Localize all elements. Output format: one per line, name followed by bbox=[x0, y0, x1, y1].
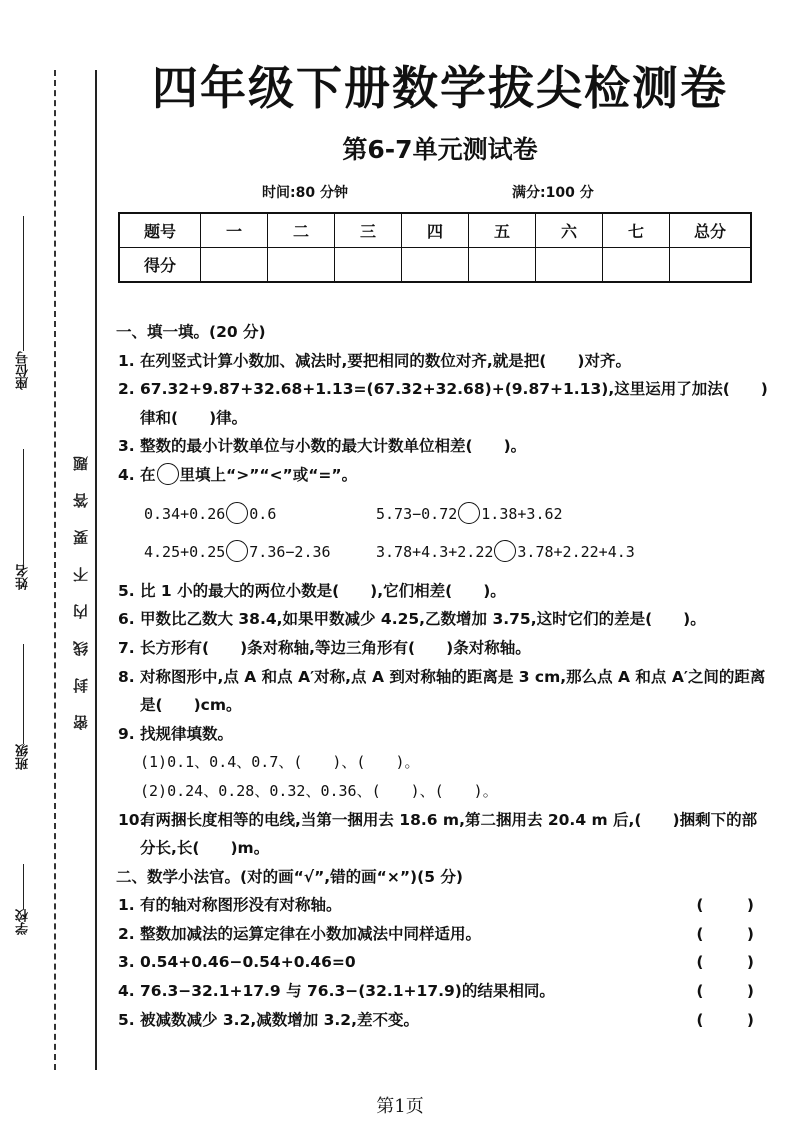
answer-parenthesis[interactable]: ( ) bbox=[696, 982, 768, 1001]
question-9-part-2: (2)0.24、0.28、0.32、0.36、( )、( )。 bbox=[140, 781, 498, 800]
question-10: 10.有两捆长度相等的电线,当第一捆用去 18.6 m,第二捆用去 20.4 m 后,( )捆剩下的部分长,长( )m。 bbox=[118, 810, 758, 858]
school-field[interactable] bbox=[14, 860, 33, 935]
seat-number-field[interactable] bbox=[14, 205, 33, 390]
score-table-header-cell: 七 bbox=[603, 213, 670, 248]
answer-circle-icon[interactable] bbox=[226, 540, 248, 562]
page-number: 第1页 bbox=[376, 1096, 424, 1117]
seat-number-label: 座位号 bbox=[16, 351, 31, 390]
score-table bbox=[118, 212, 752, 283]
score-table-header-row bbox=[119, 213, 751, 248]
score-table-header-cell: 题号 bbox=[119, 213, 201, 248]
answer-parenthesis[interactable]: ( ) bbox=[696, 924, 768, 943]
name-label: 姓名 bbox=[16, 564, 31, 590]
judge-item: 1. 有的轴对称图形没有对称轴。 ( ) bbox=[118, 891, 768, 920]
question-1: 1. 在列竖式计算小数加、减法时,要把相同的数位对齐,就是把( )对齐。 bbox=[118, 351, 631, 370]
score-table-header-cell: 二 bbox=[268, 213, 335, 248]
question-8: 8. 对称图形中,点 A 和点 A′对称,点 A 到对称轴的距离是 3 cm,那么点 A 和点 A′之间的距离是( )cm。 bbox=[118, 667, 766, 715]
judge-item: 2. 整数加减法的运算定律在小数加减法中同样适用。 ( ) bbox=[118, 920, 768, 949]
full-score-info: 满分:100 分 bbox=[512, 185, 594, 201]
compare-item: 5.73−0.72 1.38+3.62 bbox=[376, 500, 608, 529]
compare-item: 4.25+0.25 7.36−2.36 bbox=[144, 538, 376, 567]
score-cell[interactable] bbox=[603, 248, 670, 283]
score-cell[interactable] bbox=[469, 248, 536, 283]
answer-parenthesis[interactable]: ( ) bbox=[696, 896, 768, 915]
question-3: 3. 整数的最小计数单位与小数的最大计数单位相差( )。 bbox=[118, 437, 527, 456]
question-6: 6. 甲数比乙数大 38.4,如果甲数减少 4.25,乙数增加 3.75,这时它们的差是( )。 bbox=[118, 610, 706, 629]
page-subtitle: 第6-7单元测试卷 bbox=[342, 135, 538, 164]
score-table-header-cell: 一 bbox=[201, 213, 268, 248]
score-table-header-cell: 总分 bbox=[670, 213, 752, 248]
question-2: 2. 67.32+9.87+32.68+1.13=(67.32+32.68)+(9.87+1.13),这里运用了加法( )律和( )律。 bbox=[118, 380, 768, 427]
answer-circle-icon[interactable] bbox=[458, 502, 480, 524]
question-5: 5. 比 1 小的最大的两位小数是( ),它们相差( )。 bbox=[118, 581, 506, 600]
score-table-header-cell: 三 bbox=[335, 213, 402, 248]
question-9-part-1: (1)0.1、0.4、0.7、( )、( )。 bbox=[140, 753, 420, 772]
compare-circle-icon bbox=[157, 463, 179, 485]
page-title: 四年级下册数学拔尖检测卷 bbox=[152, 61, 728, 115]
score-cell[interactable] bbox=[201, 248, 268, 283]
judge-item: 4. 76.3−32.1+17.9 与 76.3−(32.1+17.9)的结果相同。 ( ) bbox=[118, 977, 768, 1006]
compare-row bbox=[118, 538, 768, 567]
score-cell[interactable] bbox=[670, 248, 752, 283]
name-field[interactable] bbox=[14, 440, 33, 590]
binding-solid-line bbox=[95, 70, 97, 1070]
time-info: 时间:80 分钟 bbox=[262, 185, 348, 201]
answer-parenthesis[interactable]: ( ) bbox=[696, 1010, 768, 1029]
section-2-heading: 二、数学小法官。(对的画“√”,错的画“×”)(5 分) bbox=[116, 867, 463, 886]
seal-warning-text: 密封线内不要答题 bbox=[72, 434, 90, 730]
compare-item: 3.78+4.3+2.22 3.78+2.22+4.3 bbox=[376, 538, 608, 567]
binding-dashed-line bbox=[54, 70, 56, 1070]
score-cell[interactable] bbox=[268, 248, 335, 283]
question-4: 4. 在 里填上“>”“<”或“=”。 bbox=[118, 461, 768, 490]
score-table-score-row bbox=[119, 248, 751, 283]
score-cell[interactable] bbox=[402, 248, 469, 283]
score-table-header-cell: 四 bbox=[402, 213, 469, 248]
answer-parenthesis[interactable]: ( ) bbox=[696, 953, 768, 972]
class-label: 班级 bbox=[16, 744, 31, 770]
answer-circle-icon[interactable] bbox=[226, 502, 248, 524]
questions-content bbox=[118, 318, 768, 1034]
school-label: 学校 bbox=[16, 909, 31, 935]
question-9: 9. 找规律填数。 bbox=[118, 724, 234, 743]
score-cell[interactable] bbox=[335, 248, 402, 283]
compare-item: 0.34+0.26 0.6 bbox=[144, 500, 376, 529]
class-field[interactable] bbox=[14, 640, 33, 770]
score-cell[interactable] bbox=[536, 248, 603, 283]
score-table-header-cell: 六 bbox=[536, 213, 603, 248]
judge-item: 3. 0.54+0.46−0.54+0.46=0 ( ) bbox=[118, 948, 768, 977]
compare-row bbox=[118, 500, 768, 529]
section-1-heading: 一、填一填。(20 分) bbox=[116, 323, 266, 341]
question-7: 7. 长方形有( )条对称轴,等边三角形有( )条对称轴。 bbox=[118, 638, 531, 657]
score-row-label: 得分 bbox=[119, 248, 201, 283]
score-table-header-cell: 五 bbox=[469, 213, 536, 248]
judge-item: 5. 被减数减少 3.2,减数增加 3.2,差不变。 ( ) bbox=[118, 1006, 768, 1035]
answer-circle-icon[interactable] bbox=[494, 540, 516, 562]
